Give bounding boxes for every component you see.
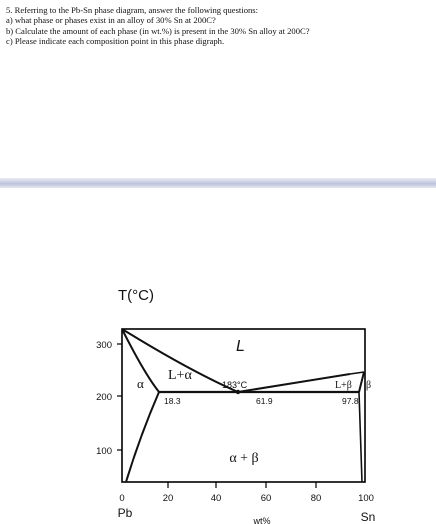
solvus-line-alpha [126,392,159,482]
x-tick-label-20: 20 [162,493,174,504]
region-label-liquid: L [236,338,245,355]
x-tick-label-0: 0 [119,493,125,504]
question-line-b: b) Calculate the amount of each phase (in wt.%) is present in the 30% Sn alloy at 200C? [6,25,310,36]
x-tick-label-40: 40 [210,493,222,504]
composition-label-eutectic: 61.9 [256,396,273,406]
y-axis-title: T(°C) [118,287,154,304]
y-tick-label-100: 100 [96,446,112,457]
composition-label-alpha-max: 18.3 [164,396,181,406]
question-line-c: c) Please indicate each composition point in this phase digraph. [6,36,225,47]
region-label-alpha-plus-beta: α + β [229,451,259,466]
region-label-beta: β [366,380,372,391]
pb-sn-phase-diagram [0,188,436,524]
eutectic-point [236,390,240,394]
x-tick-label-100: 100 [358,493,374,504]
x-end-label-pb: Pb [117,506,133,520]
x-end-label-sn: Sn [360,510,376,524]
section-divider [0,178,436,188]
liquidus-line-right [238,374,350,392]
solvus-line-beta [359,392,362,482]
solidus-line-beta [359,372,364,392]
region-label-alpha: α [137,376,144,391]
composition-label-beta-min: 97.8 [342,396,359,406]
x-axis-title-cropped: wt% [253,516,271,524]
liquidus-line-beta-top [350,372,364,374]
question-text [6,5,434,47]
x-tick-label-60: 60 [260,493,272,504]
y-tick-label-300: 300 [96,340,112,351]
question-line-a: a) what phase or phases exist in an alloy of 30% Sn at 200C? [6,15,216,26]
x-tick-label-80: 80 [310,493,322,504]
eutectic-temperature-label: 183°C [222,380,248,390]
region-label-l-plus-beta: L+β [335,380,352,391]
y-tick-label-200: 200 [96,392,112,403]
question-line-title: 5. Referring to the Pb-Sn phase diagram, answer the following questions: [6,5,259,15]
region-label-l-plus-alpha: L+α [168,368,192,383]
